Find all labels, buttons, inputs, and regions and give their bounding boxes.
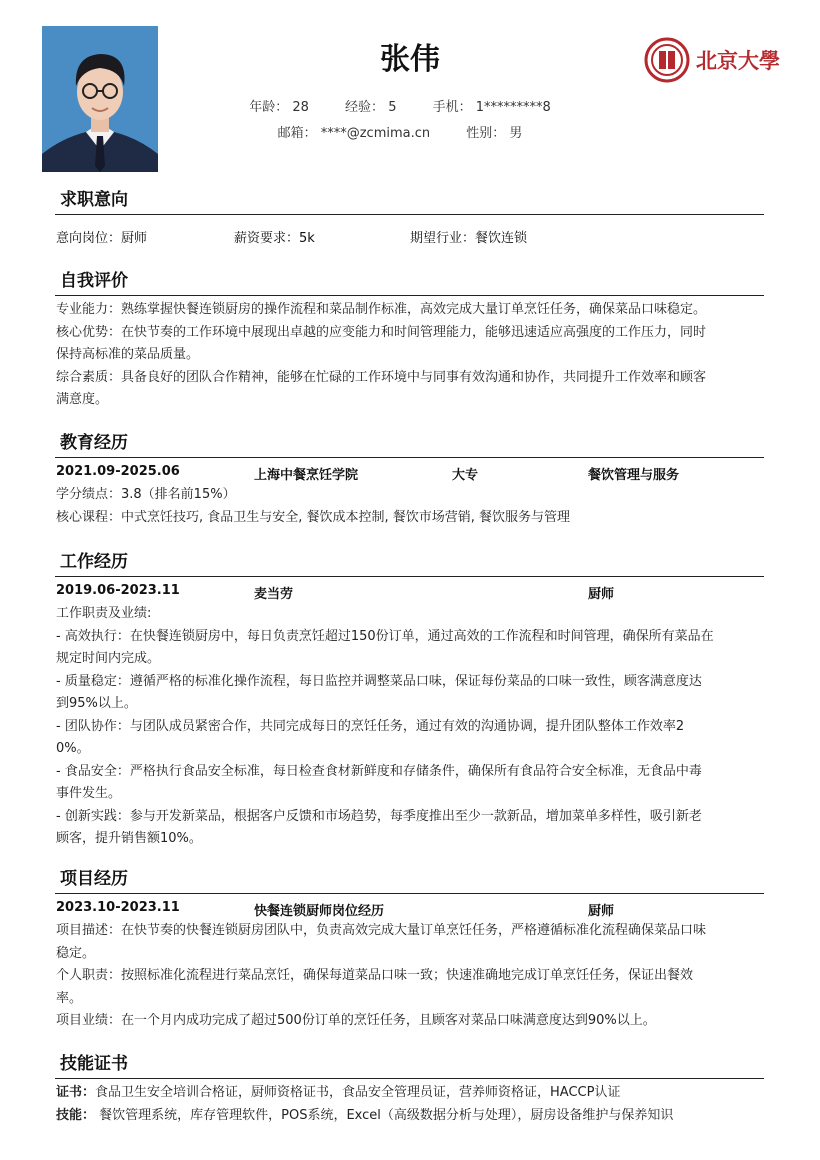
- section-divider: [55, 457, 764, 458]
- work-date: 2019.06-2023.11: [56, 583, 180, 598]
- experience-value: 5: [388, 100, 397, 115]
- phone-label: 手机：: [432, 100, 472, 115]
- skills-line: [56, 1105, 766, 1128]
- email-value: ****@zcmima.cn: [320, 126, 431, 141]
- email-label: 邮箱：: [277, 126, 317, 141]
- text-line: 事件发生。: [56, 786, 122, 801]
- certificates-label: 证书：: [56, 1085, 96, 1100]
- text-line: 到95%以上。: [56, 696, 137, 711]
- project-header-row: [56, 900, 766, 922]
- work-details: [56, 603, 766, 851]
- intent-row: [56, 227, 766, 249]
- text-line: 规定时间内完成。: [56, 651, 161, 666]
- text-line: 满意度。: [56, 392, 109, 407]
- gender-value: 男: [509, 126, 523, 141]
- candidate-name: 张伟: [380, 42, 440, 77]
- text-line: 稳定。: [56, 945, 96, 961]
- education-school: 上海中餐烹饪学院: [254, 468, 359, 483]
- certificates-line: [56, 1082, 766, 1105]
- text-line: 个人职责：按照标准化流程进行菜品烹饪，确保每道菜品口味一致；快速准确地完成订单烹饪任务，保证出餐效: [56, 968, 694, 983]
- work-header-row: [56, 583, 766, 605]
- logo-text: 北京大學: [696, 48, 780, 73]
- text-line: 核心优势：在快节奏的工作环境中展现出卓越的应变能力和时间管理能力，能够迅速适应高强度的工作压力，同时: [56, 324, 707, 340]
- text-line: 顾客，提升销售额10%。: [56, 831, 202, 846]
- skills-text: 餐饮管理系统，库存管理软件，POS系统，Excel（高级数据分析与处理），厨房设备维护与保养知识: [95, 1107, 674, 1123]
- project-date: 2023.10-2023.11: [56, 900, 180, 915]
- gender-label: 性别：: [466, 126, 506, 141]
- text-line: - 团队协作：与团队成员紧密合作，共同完成每日的烹饪任务，通过有效的沟通协调，提升团队整体工作效率2: [56, 718, 685, 734]
- section-divider: [55, 576, 764, 577]
- project-name: 快餐连锁厨师岗位经历: [254, 904, 385, 919]
- text-line: - 创新实践：参与开发新菜品，根据客户反馈和市场趋势，每季度推出至少一款新品，增加菜单多样性，吸引新老: [56, 808, 702, 824]
- intent-salary: 薪资要求：5k: [234, 231, 315, 246]
- education-header-row: [56, 464, 766, 486]
- text-line: 综合素质：具备良好的团队合作精神，能够在忙碌的工作环境中与同事有效沟通和协作，共同提升工作效率和顾客: [56, 369, 707, 385]
- work-company: 麦当劳: [254, 587, 294, 602]
- education-details: [56, 484, 766, 529]
- text-line: 专业能力：熟练掌握快餐连锁厨房的操作流程和菜品制作标准，高效完成大量订单烹饪任务，确保菜品口味稳定。: [56, 302, 707, 317]
- intent-position: 意向岗位：厨师: [56, 231, 148, 246]
- basic-info-row-1: [0, 96, 800, 115]
- education-degree: 大专: [452, 468, 479, 483]
- text-line: - 质量稳定：遵循严格的标准化操作流程，每日监控并调整菜品口味，保证每份菜品的口味一致性，顾客满意度达: [56, 673, 702, 689]
- education-major: 餐饮管理与服务: [588, 468, 680, 483]
- text-line: 工作职责及业绩:: [56, 606, 152, 621]
- section-divider: [55, 214, 764, 215]
- self-eval-text: [56, 299, 766, 412]
- certificates-text: 食品卫生安全培训合格证，厨师资格证书，食品安全管理员证，营养师资格证，HACCP认证: [95, 1085, 621, 1100]
- section-title-self-eval: 自我评价: [60, 271, 128, 291]
- skills-details: [56, 1082, 766, 1127]
- section-divider: [55, 1078, 764, 1079]
- section-divider: [55, 893, 764, 894]
- phone-value: 1*********8: [475, 100, 551, 115]
- text-line: 保持高标准的菜品质量。: [56, 347, 200, 362]
- experience-label: 经验：: [345, 100, 385, 115]
- text-line: 0%。: [56, 741, 90, 756]
- text-line: - 高效执行：在快餐连锁厨房中，每日负责烹饪超过150份订单，通过高效的工作流程和时间管理，确保所有菜品在: [56, 628, 714, 644]
- intent-industry: 期望行业：餐饮连锁: [410, 231, 528, 246]
- text-line: 项目描述：在快节奏的快餐连锁厨房团队中，负责高效完成大量订单烹饪任务，严格遵循标准化流程确保菜品口味: [56, 923, 707, 938]
- age-value: 28: [292, 100, 309, 115]
- project-role: 厨师: [588, 904, 615, 919]
- age-label: 年龄：: [249, 100, 289, 115]
- skills-label: 技能：: [56, 1107, 96, 1123]
- basic-info-row-2: [0, 122, 800, 141]
- text-line: 项目业绩：在一个月内成功完成了超过500份订单的烹饪任务，且顾客对菜品口味满意度达到90%以上。: [56, 1013, 656, 1028]
- work-role: 厨师: [588, 587, 615, 602]
- text-line: 率。: [56, 990, 83, 1006]
- section-divider: [55, 295, 764, 296]
- education-gpa: 学分绩点：3.8（排名前15%）: [56, 487, 236, 502]
- section-title-intent: 求职意向: [60, 190, 128, 210]
- project-details: [56, 920, 766, 1033]
- section-title-skills: 技能证书: [60, 1054, 128, 1074]
- section-title-education: 教育经历: [60, 433, 128, 453]
- text-line: - 食品安全：严格执行食品安全标准，每日检查食材新鲜度和存储条件，确保所有食品符合安全标准，无食品中毒: [56, 763, 702, 779]
- section-title-project: 项目经历: [60, 869, 128, 889]
- education-date: 2021.09-2025.06: [56, 464, 180, 479]
- section-title-work: 工作经历: [60, 552, 128, 572]
- education-courses: 核心课程：中式烹饪技巧, 食品卫生与安全, 餐饮成本控制, 餐饮市场营销, 餐饮服务与管理: [56, 509, 571, 525]
- university-logo: [644, 36, 794, 86]
